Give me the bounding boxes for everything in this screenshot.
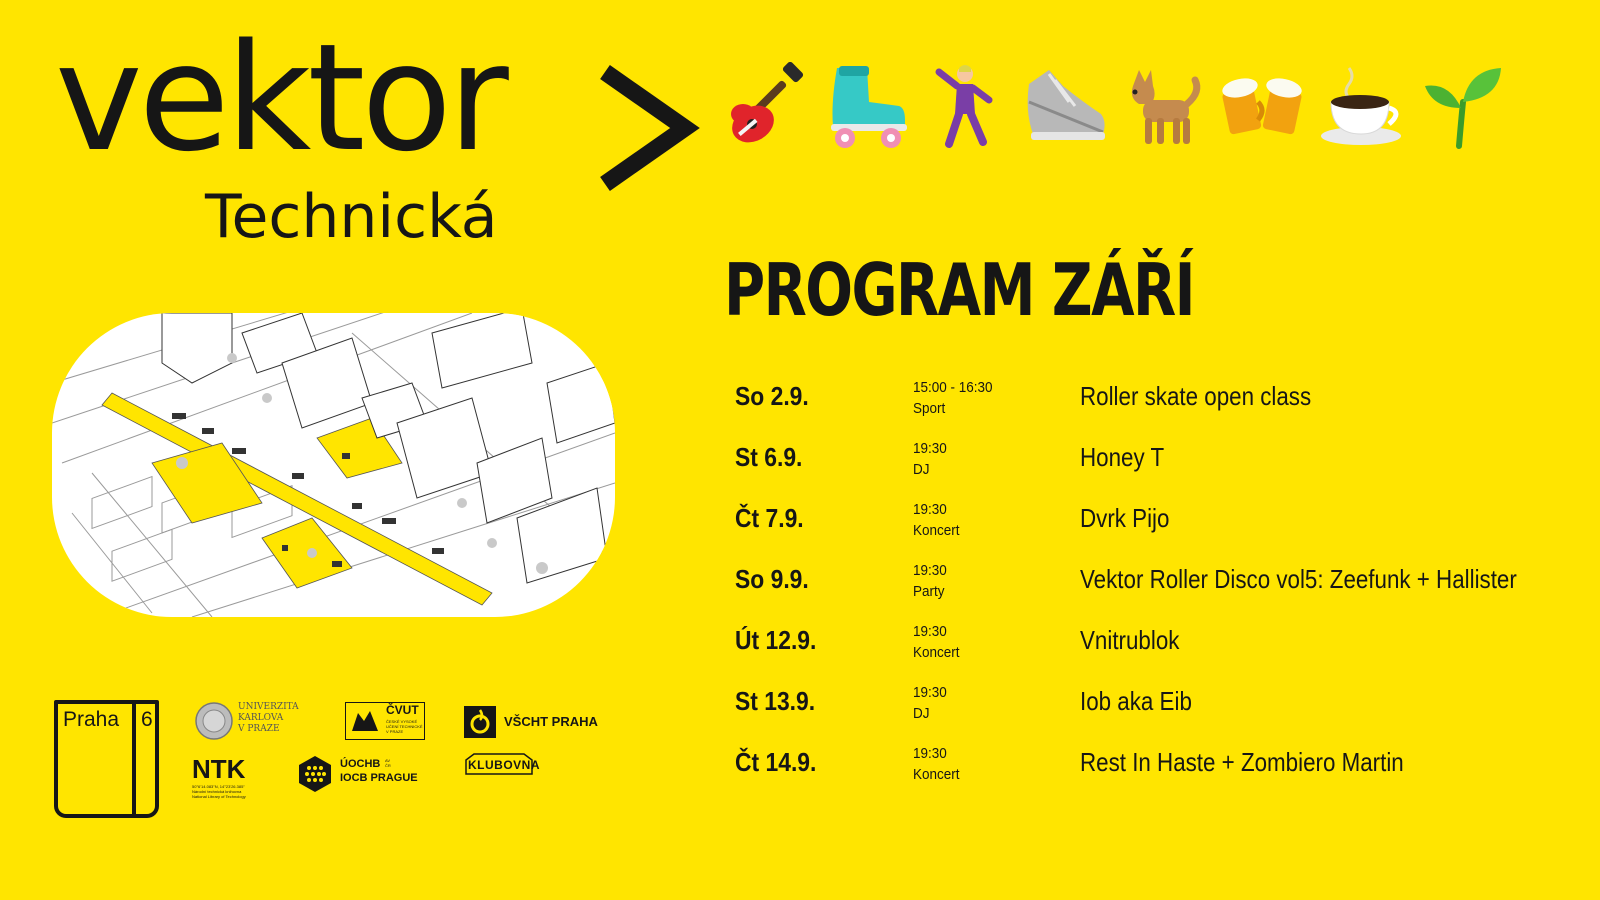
uochb-logo-icon xyxy=(297,754,333,794)
event-type: DJ xyxy=(913,705,930,722)
seedling-icon xyxy=(1419,62,1505,152)
cvut-lion-icon xyxy=(348,707,382,735)
event-date: So 9.9. xyxy=(735,564,809,594)
cvut-logo xyxy=(345,702,425,740)
event-row xyxy=(735,683,1585,743)
logo-wordmark: vektor xyxy=(55,12,505,184)
event-row xyxy=(735,622,1585,682)
event-name: Rest In Haste + Zombiero Martin xyxy=(1080,747,1404,777)
event-time: 19:30 xyxy=(913,562,947,579)
praha6-logo xyxy=(54,700,159,818)
beer-mugs-icon xyxy=(1220,62,1306,152)
dog-icon xyxy=(1121,62,1207,152)
event-time: 19:30 xyxy=(913,684,947,701)
ntk-subtitle: 50°6'14.083"N, 14°23'26.385" Národní technická knihovna National Library of Technology xyxy=(192,784,246,799)
event-row xyxy=(735,378,1585,438)
event-time: 19:30 xyxy=(913,501,947,518)
event-row xyxy=(735,500,1585,560)
event-date: St 13.9. xyxy=(735,686,816,716)
area-map-illustration xyxy=(52,313,615,617)
event-name: Iob aka Eib xyxy=(1080,686,1192,716)
event-name: Dvrk Pijo xyxy=(1080,503,1170,533)
event-time: 15:00 - 16:30 xyxy=(913,379,993,396)
event-time: 19:30 xyxy=(913,440,947,457)
vektor-logo xyxy=(55,12,665,184)
event-name: Roller skate open class xyxy=(1080,381,1312,411)
event-name: Vektor Roller Disco vol5: Zeefunk + Hallister xyxy=(1080,564,1517,594)
cvut-name: ČVUT xyxy=(386,703,419,717)
event-type: Koncert xyxy=(913,644,960,661)
praha6-number: 6 xyxy=(141,708,153,731)
logo-chevron-icon xyxy=(593,58,703,198)
event-type: Koncert xyxy=(913,522,960,539)
event-type: Party xyxy=(913,583,945,600)
program-title: PROGRAM ZÁŘÍ xyxy=(724,248,1194,332)
event-name: Vnitrublok xyxy=(1080,625,1180,655)
praha6-label: Praha xyxy=(63,708,120,731)
cvut-subtitle: ČESKÉ VYSOKÉ UČENÍ TECHNICKÉ V PRAZE xyxy=(386,719,423,734)
event-type: Sport xyxy=(913,400,946,417)
event-row xyxy=(735,561,1585,621)
partner-logos xyxy=(52,700,632,825)
dancer-icon xyxy=(923,62,1009,152)
event-date: St 6.9. xyxy=(735,442,803,472)
ntk-name: NTK xyxy=(192,754,246,784)
isometric-map-svg xyxy=(52,313,615,617)
event-date: So 2.9. xyxy=(735,381,809,411)
location-subtitle: Technická xyxy=(205,182,498,252)
vscht-logo-icon xyxy=(464,706,496,738)
event-type: Koncert xyxy=(913,766,960,783)
klubovna-name: KLUBOVNA xyxy=(468,758,540,772)
event-time: 19:30 xyxy=(913,745,947,762)
event-date: Út 12.9. xyxy=(735,625,817,655)
uk-name: UNIVERZITA KARLOVA V PRAZE xyxy=(238,702,299,734)
roller-skate-icon xyxy=(823,62,909,152)
event-date: Čt 7.9. xyxy=(735,503,804,533)
vscht-name: VŠCHT PRAHA xyxy=(504,714,598,729)
sneaker-icon xyxy=(1023,62,1109,152)
uochb-av: AV ČR xyxy=(385,758,391,768)
praha6-divider xyxy=(132,704,136,818)
coffee-icon xyxy=(1319,62,1405,152)
event-time: 19:30 xyxy=(913,623,947,640)
event-row xyxy=(735,744,1585,804)
uochb-name: ÚOCHB xyxy=(340,758,381,770)
event-row xyxy=(735,439,1585,499)
event-type: DJ xyxy=(913,461,930,478)
guitar-icon xyxy=(725,62,811,152)
emoji-row xyxy=(725,62,1525,152)
event-name: Honey T xyxy=(1080,442,1165,472)
iocb-name: IOCB PRAGUE xyxy=(340,772,418,784)
uk-seal-icon xyxy=(195,702,233,740)
event-date: Čt 14.9. xyxy=(735,747,817,777)
